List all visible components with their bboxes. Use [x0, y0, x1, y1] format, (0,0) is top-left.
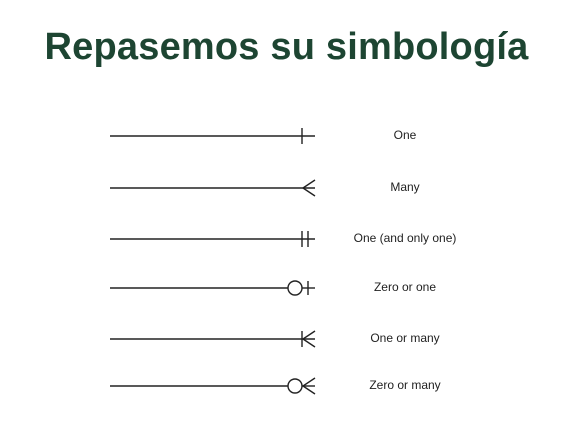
legend-label-zero-or-one: Zero or one [373, 280, 437, 294]
legend-label-many: Many [390, 180, 420, 194]
legend-row-zero-or-one [0, 274, 573, 304]
one-bar-icon [100, 122, 325, 152]
legend-row-one-and-only-one [0, 225, 573, 255]
circle-bar-icon [100, 274, 325, 304]
double-bar-icon [100, 225, 325, 255]
page-title: Repasemos su simbología [44, 26, 529, 68]
bar-crows-foot-icon [100, 325, 325, 355]
circle-crows-foot-icon [100, 372, 325, 402]
crows-foot-icon [100, 174, 325, 204]
legend-row-one-or-many [0, 325, 573, 355]
legend-label-one-and-only-one: One (and only one) [353, 231, 457, 245]
legend-row-many [0, 174, 573, 204]
legend-label-zero-or-many: Zero or many [369, 378, 441, 392]
legend-row-zero-or-many [0, 372, 573, 402]
legend-row-one [0, 122, 573, 152]
legend-label-one: One [393, 128, 417, 142]
legend-label-one-or-many: One or many [370, 331, 440, 345]
